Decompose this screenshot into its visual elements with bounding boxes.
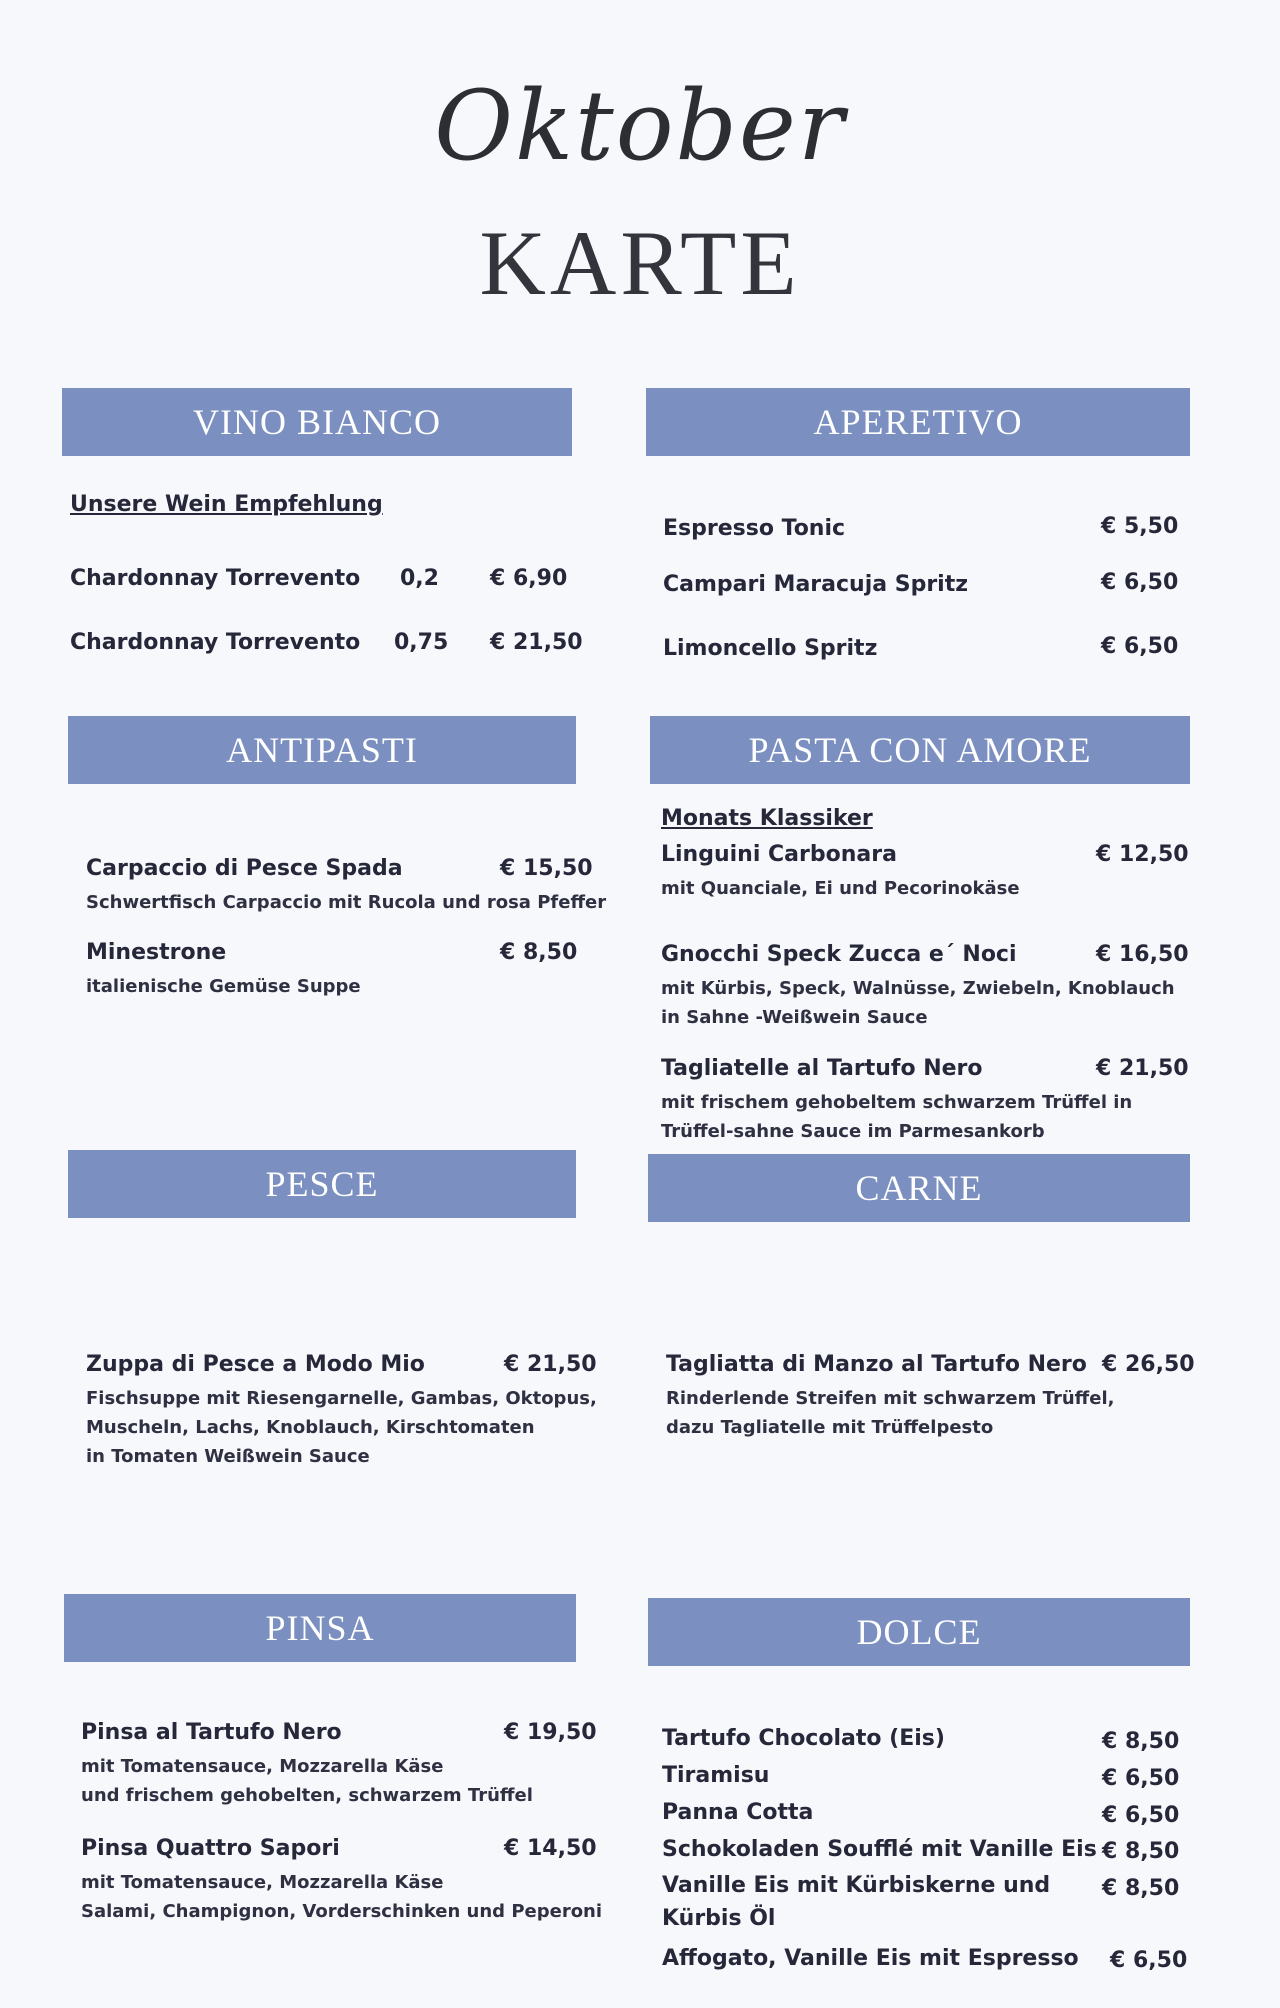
menu-item-price: € 12,50 bbox=[1096, 842, 1189, 867]
menu-item-price: € 21,50 bbox=[1096, 1056, 1189, 1081]
section-banner: DOLCE bbox=[648, 1598, 1190, 1666]
section-banner: VINO BIANCO bbox=[62, 388, 572, 456]
sub-heading: Monats Klassiker bbox=[661, 806, 873, 831]
menu-item-price: € 6,50 bbox=[1101, 570, 1179, 595]
menu-item-description: mit Quanciale, Ei und Pecorinokäse bbox=[661, 878, 1020, 899]
menu-item-description: Schwertfisch Carpaccio mit Rucola und rosa Pfeffer bbox=[86, 892, 607, 913]
menu-item-name: Schokoladen Soufflé mit Vanille Eis bbox=[662, 1837, 1097, 1862]
menu-item-price: € 6,90 bbox=[490, 566, 568, 591]
section-dolce bbox=[648, 1598, 1190, 1978]
menu-item-description: in Sahne -Weißwein Sauce bbox=[661, 1007, 928, 1028]
menu-item-name: Kürbis Öl bbox=[662, 1906, 776, 1931]
menu-item-description: mit Tomatensauce, Mozzarella Käse bbox=[81, 1872, 444, 1893]
menu-item-description: in Tomaten Weißwein Sauce bbox=[86, 1446, 370, 1467]
section-pasta bbox=[650, 716, 1190, 1146]
menu-item-name: Gnocchi Speck Zucca e´ Noci bbox=[661, 942, 1017, 967]
menu-item-name: Campari Maracuja Spritz bbox=[663, 572, 969, 597]
menu-item-price: € 21,50 bbox=[490, 630, 583, 655]
menu-item-size: 0,75 bbox=[394, 630, 449, 655]
menu-item-name: Vanille Eis mit Kürbiskerne und bbox=[662, 1873, 1051, 1898]
section-vino-bianco bbox=[62, 388, 583, 658]
menu-item-price: € 8,50 bbox=[1102, 1839, 1180, 1864]
section-antipasti bbox=[68, 716, 607, 1016]
menu-item-description: mit Tomatensauce, Mozzarella Käse bbox=[81, 1756, 444, 1777]
section-banner: PINSA bbox=[64, 1594, 576, 1662]
section-banner: ANTIPASTI bbox=[68, 716, 576, 784]
menu-item-name: Panna Cotta bbox=[662, 1800, 814, 1825]
menu-item-price: € 26,50 bbox=[1102, 1352, 1195, 1377]
menu-item-name: Pinsa al Tartufo Nero bbox=[81, 1720, 342, 1745]
sub-heading: Unsere Wein Empfehlung bbox=[70, 492, 383, 517]
menu-item-name: Carpaccio di Pesce Spada bbox=[86, 856, 403, 881]
section-banner: APERETIVO bbox=[646, 388, 1190, 456]
menu-item-name: Zuppa di Pesce a Modo Mio bbox=[86, 1352, 425, 1377]
section-pesce bbox=[68, 1150, 597, 1480]
menu-item-description: italienische Gemüse Suppe bbox=[86, 976, 361, 997]
menu-item-name: Tartufo Chocolato (Eis) bbox=[662, 1726, 945, 1751]
section-banner: PASTA CON AMORE bbox=[650, 716, 1190, 784]
menu-item-price: € 8,50 bbox=[1102, 1729, 1180, 1754]
menu-item-description: Fischsuppe mit Riesengarnelle, Gambas, Oktopus, bbox=[86, 1388, 597, 1409]
menu-item-name: Linguini Carbonara bbox=[661, 842, 897, 867]
menu-item-price: € 8,50 bbox=[500, 940, 578, 965]
menu-item-name: Espresso Tonic bbox=[663, 516, 846, 541]
menu-item-size: 0,2 bbox=[400, 566, 439, 591]
menu-item-price: € 6,50 bbox=[1101, 634, 1179, 659]
menu-item-description: Salami, Champignon, Vorderschinken und Peperoni bbox=[81, 1901, 603, 1922]
script-title: Oktober bbox=[434, 70, 846, 182]
section-aperetivo bbox=[646, 388, 1190, 668]
menu-item-description: mit Kürbis, Speck, Walnüsse, Zwiebeln, Knoblauch bbox=[661, 978, 1175, 999]
menu-item-description: mit frischem gehobeltem schwarzem Trüffel in bbox=[661, 1092, 1133, 1113]
menu-item-description: Rinderlende Streifen mit schwarzem Trüffel, bbox=[666, 1388, 1115, 1409]
menu-item-description: und frischem gehobelten, schwarzem Trüffel bbox=[81, 1785, 533, 1806]
section-pinsa bbox=[64, 1594, 603, 1934]
menu-item-name: Tagliatta di Manzo al Tartufo Nero bbox=[666, 1352, 1087, 1377]
section-banner: CARNE bbox=[648, 1154, 1190, 1222]
menu-item-price: € 8,50 bbox=[1102, 1876, 1180, 1901]
menu-item-description: Muscheln, Lachs, Knoblauch, Kirschtomaten bbox=[86, 1417, 535, 1438]
menu-item-price: € 15,50 bbox=[500, 856, 593, 881]
menu-item-name: Tiramisu bbox=[662, 1763, 770, 1788]
menu-item-price: € 5,50 bbox=[1101, 514, 1179, 539]
menu-item-name: Minestrone bbox=[86, 940, 227, 965]
section-carne bbox=[648, 1154, 1195, 1454]
menu-item-name: Tagliatelle al Tartufo Nero bbox=[661, 1056, 983, 1081]
menu-item-name: Limoncello Spritz bbox=[663, 636, 878, 661]
menu-item-price: € 6,50 bbox=[1102, 1803, 1180, 1828]
menu-item-name: Chardonnay Torrevento bbox=[70, 630, 361, 655]
section-banner: PESCE bbox=[68, 1150, 576, 1218]
menu-item-name: Chardonnay Torrevento bbox=[70, 566, 361, 591]
menu-item-price: € 19,50 bbox=[504, 1720, 597, 1745]
menu-item-description: Trüffel-sahne Sauce im Parmesankorb bbox=[661, 1121, 1045, 1142]
menu-item-price: € 6,50 bbox=[1110, 1948, 1188, 1973]
menu-item-price: € 14,50 bbox=[504, 1836, 597, 1861]
page-title: KARTE bbox=[479, 212, 801, 314]
menu-item-price: € 6,50 bbox=[1102, 1766, 1180, 1791]
menu-item-name: Pinsa Quattro Sapori bbox=[81, 1836, 340, 1861]
menu-item-name: Affogato, Vanille Eis mit Espresso bbox=[662, 1946, 1079, 1971]
menu-item-description: dazu Tagliatelle mit Trüffelpesto bbox=[666, 1417, 994, 1438]
menu-item-price: € 21,50 bbox=[504, 1352, 597, 1377]
menu-item-price: € 16,50 bbox=[1096, 942, 1189, 967]
